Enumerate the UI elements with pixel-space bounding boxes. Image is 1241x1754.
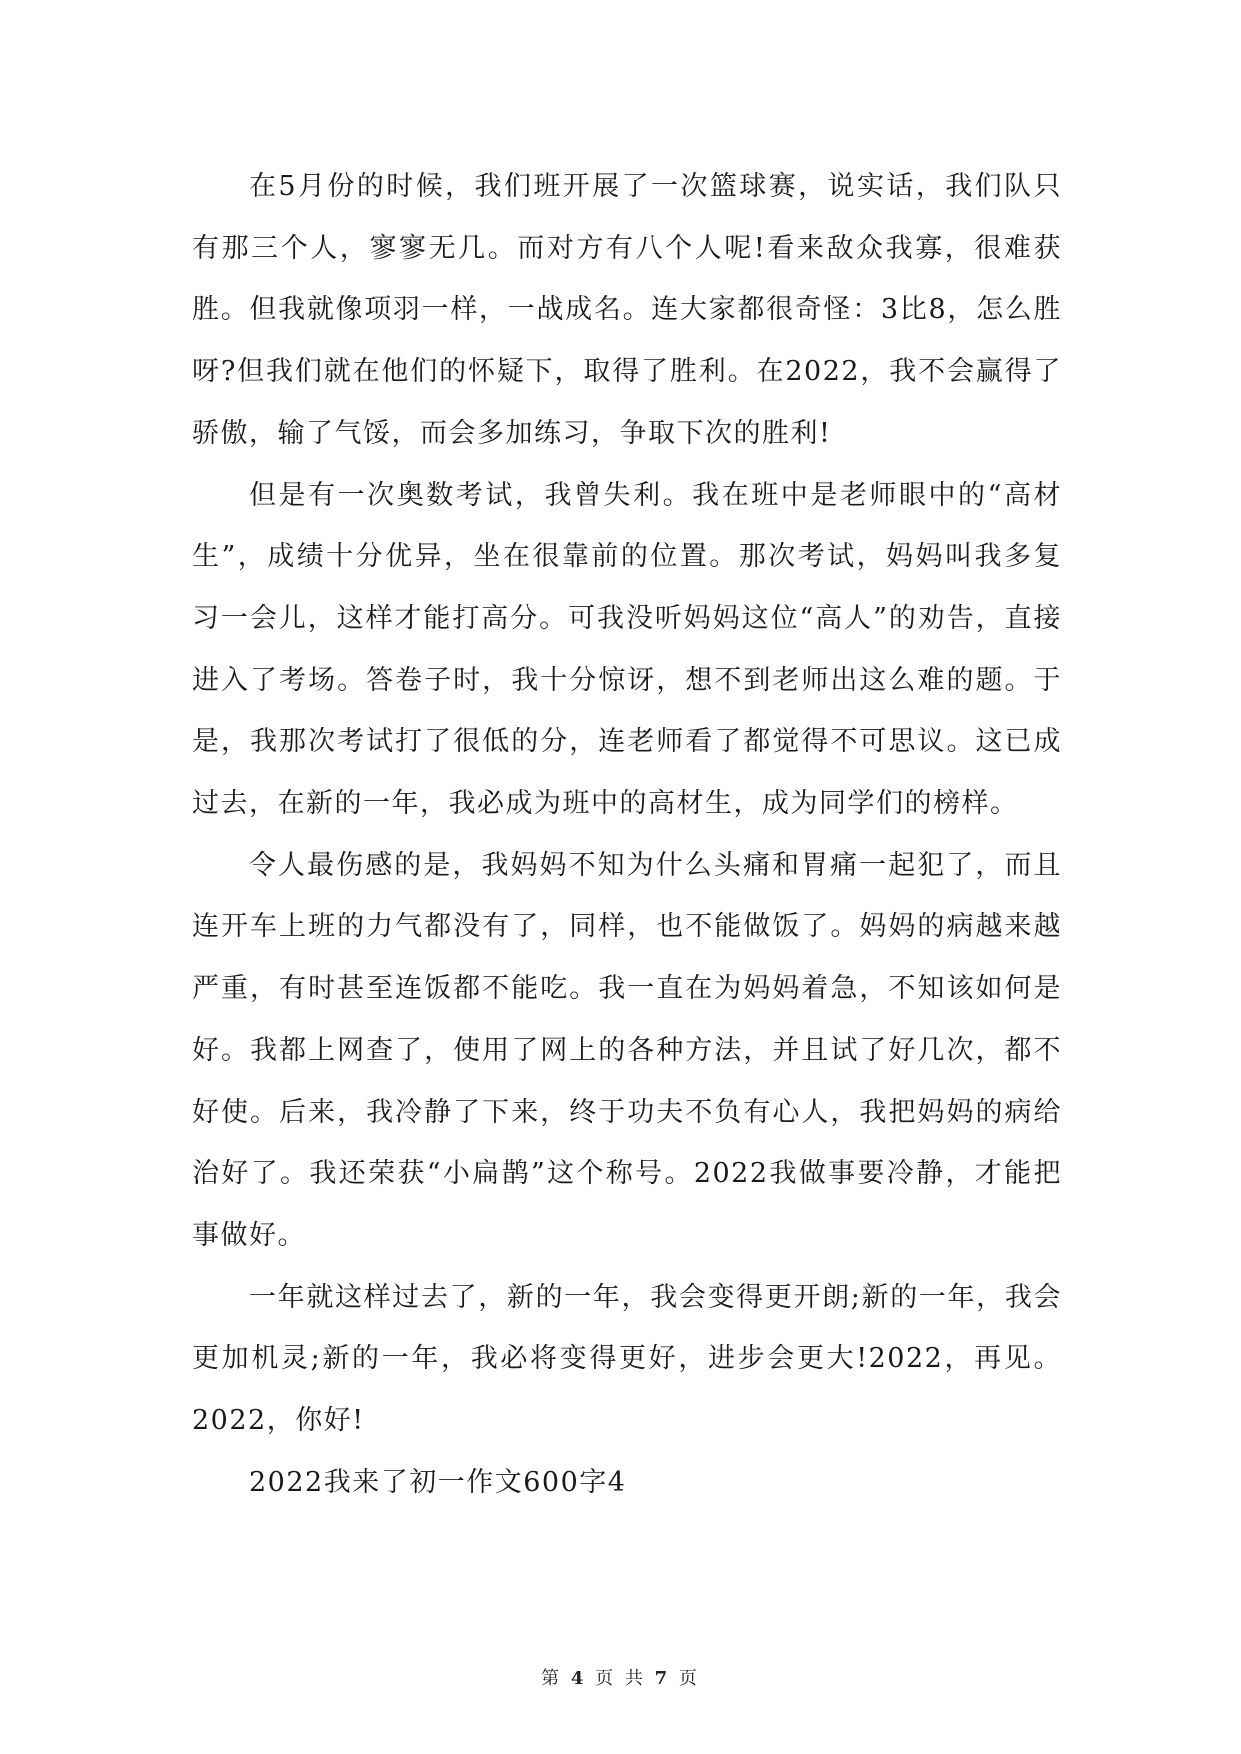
paragraph-basketball: 在5月份的时候，我们班开展了一次篮球赛，说实话，我们队只有那三个人，寥寥无几。而对方有八个人呢!看来敌众我寡，很难获胜。但我就像项羽一样，一战成名。连大家都很奇怪：3比8，怎么胜呀?但我们就在他们的怀疑下，取得了胜利。在2022，我不会赢得了骄傲，输了气馁，而会多加练习，争取下次的胜利! bbox=[192, 171, 1062, 449]
footer-page-number: 4 bbox=[570, 1668, 587, 1689]
paragraph-mother-illness: 令人最伤感的是，我妈妈不知为什么头痛和胃痛一起犯了，而且连开车上班的力气都没有了，同样，也不能做饭了。妈妈的病越来越严重，有时甚至连饭都不能吃。我一直在为妈妈着急，不知该如何是好。我都上网查了，使用了网上的各种方法，并且试了好几次，都不好使。后来，我冷静了下来，终于功夫不负有心人，我把妈妈的病给治好了。我还荣获“小扁鹊”这个称号。2022我做事要冷静，才能把事做好。 bbox=[192, 849, 1062, 1251]
footer-middle: 页 共 bbox=[595, 1668, 646, 1689]
page-footer bbox=[0, 1664, 1241, 1690]
footer-prefix: 第 bbox=[541, 1668, 563, 1689]
footer-suffix: 页 bbox=[678, 1668, 700, 1689]
paragraph-new-year: 一年就这样过去了，新的一年，我会变得更开朗;新的一年，我会更加机灵;新的一年，我必将变得更好，进步会更大!2022，再见。2022，你好! bbox=[192, 1281, 1062, 1437]
footer-total-pages: 7 bbox=[654, 1668, 671, 1689]
document-body bbox=[192, 156, 1062, 1513]
next-essay-heading: 2022我来了初一作文600字4 bbox=[249, 1466, 627, 1498]
paragraph-math-exam: 但是有一次奥数考试，我曾失利。我在班中是老师眼中的“高材生”，成绩十分优异，坐在很靠前的位置。那次考试，妈妈叫我多复习一会儿，这样才能打高分。可我没听妈妈这位“高人”的劝告，直接进入了考场。答卷子时，我十分惊讶，想不到老师出这么难的题。于是，我那次考试打了很低的分，连老师看了都觉得不可思议。这已成过去，在新的一年，我必成为班中的高材生，成为同学们的榜样。 bbox=[192, 479, 1062, 820]
